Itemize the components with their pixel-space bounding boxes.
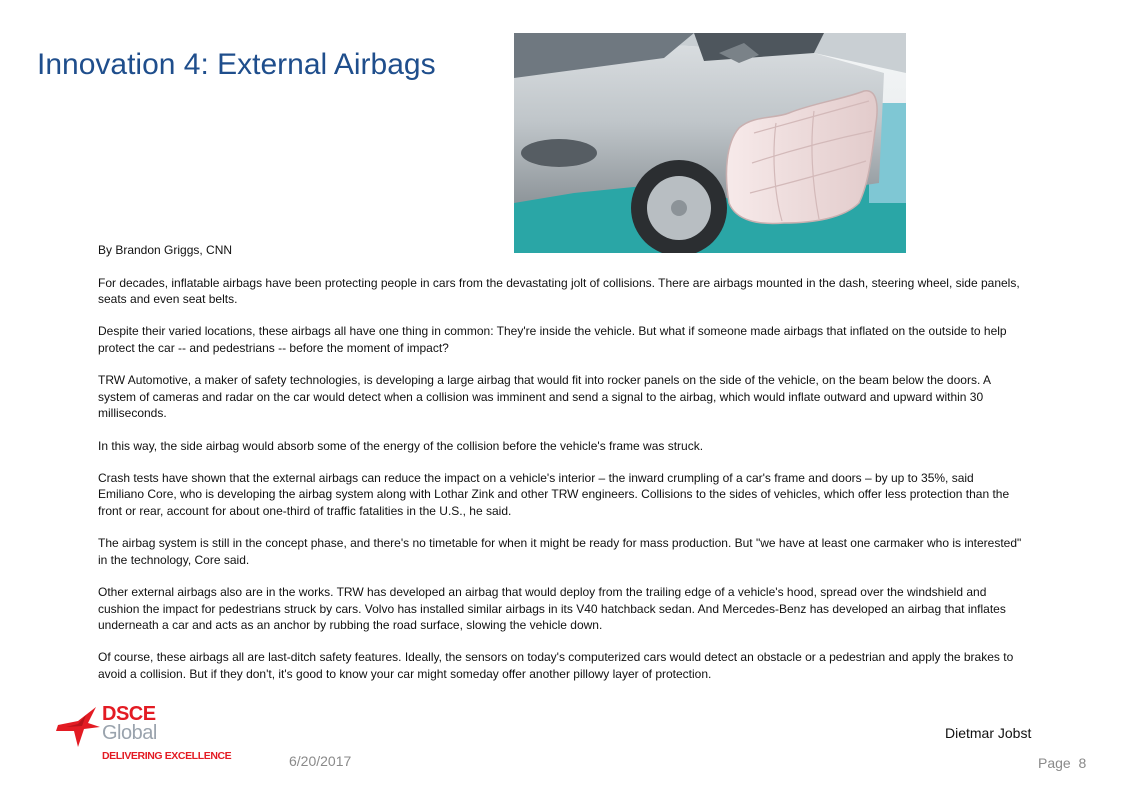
- article-byline: By Brandon Griggs, CNN: [98, 243, 233, 257]
- article-paragraph: Other external airbags also are in the works. TRW has developed an airbag that would deploy from the trailing edge of a vehicle's hood, spread over the windshield and cushion the impact for pedestrians struck by cars. Volvo has installed similar airbags in its V40 hatchback sedan. And Mercedes-Benz has developed an airbag that inflates underneath a car and acts as an anchor by rubbing the road surface, slowing the vehicle down.: [98, 585, 1006, 632]
- car-with-external-airbag-photo-icon: [514, 33, 906, 253]
- article-paragraph: Crash tests have shown that the external airbags can reduce the impact on a vehicle's interior – the inward crumpling of a car's frame and doors – by up to 35%, said Emiliano Core, who is developing the airbag system along with Lothar Zink and other TRW engineers. Collisions to the sides of vehicles, which offer less protection than the front or rear, account for about one-third of traffic fatalities in the U.S., he said.: [98, 471, 1010, 518]
- article-paragraph: Despite their varied locations, these airbags all have one thing in common: They're inside the vehicle. But what if someone made airbags that inflated on the outside to help protect the car -- and pedestrians -- before the moment of impact?: [98, 324, 1007, 355]
- company-logo: [56, 705, 236, 765]
- bird-logo-icon: [56, 707, 100, 747]
- article-body: [98, 242, 1023, 698]
- logo-wordmark-global: Global: [102, 722, 157, 744]
- logo-tagline: DELIVERING EXCELLENCE: [102, 750, 232, 762]
- article-paragraph: In this way, the side airbag would absorb some of the energy of the collision before the vehicle's frame was struck.: [98, 438, 704, 453]
- page-label: Page: [1038, 755, 1071, 771]
- slide-author: Dietmar Jobst: [945, 725, 1032, 741]
- page-number-value: 8: [1078, 755, 1087, 771]
- page-number: [1038, 755, 1086, 771]
- logo-wordmark-dsce: DSCE: [102, 703, 156, 725]
- article-paragraph: Of course, these airbags all are last-ditch safety features. Ideally, the sensors on today's computerized cars would detect an obstacle or a pedestrian and apply the brakes to avoid a collision. But if they don't, it's good to know your car might someday offer another pillowy layer of protection.: [98, 650, 1014, 681]
- article-paragraph: For decades, inflatable airbags have been protecting people in cars from the devastating jolt of collisions. There are airbags mounted in the dash, steering wheel, side panels, seats and even seat belts.: [98, 275, 1020, 306]
- article-paragraph: The airbag system is still in the concept phase, and there's no timetable for when it might be ready for mass production. But "we have at least one carmaker who is interested" in the technology, Core said.: [98, 536, 1022, 567]
- slide-title: Innovation 4: External Airbags: [37, 48, 436, 81]
- article-paragraph: TRW Automotive, a maker of safety technologies, is developing a large airbag that would fit into rocker panels on the side of the vehicle, on the beam below the doors. A system of cameras and radar on the car would detect when a collision was imminent and send a signal to the airbag, which would inflate outward and upward within 30 milliseconds.: [98, 373, 991, 420]
- car-airbag-photo: [514, 33, 906, 253]
- slide-date: 6/20/2017: [289, 753, 352, 769]
